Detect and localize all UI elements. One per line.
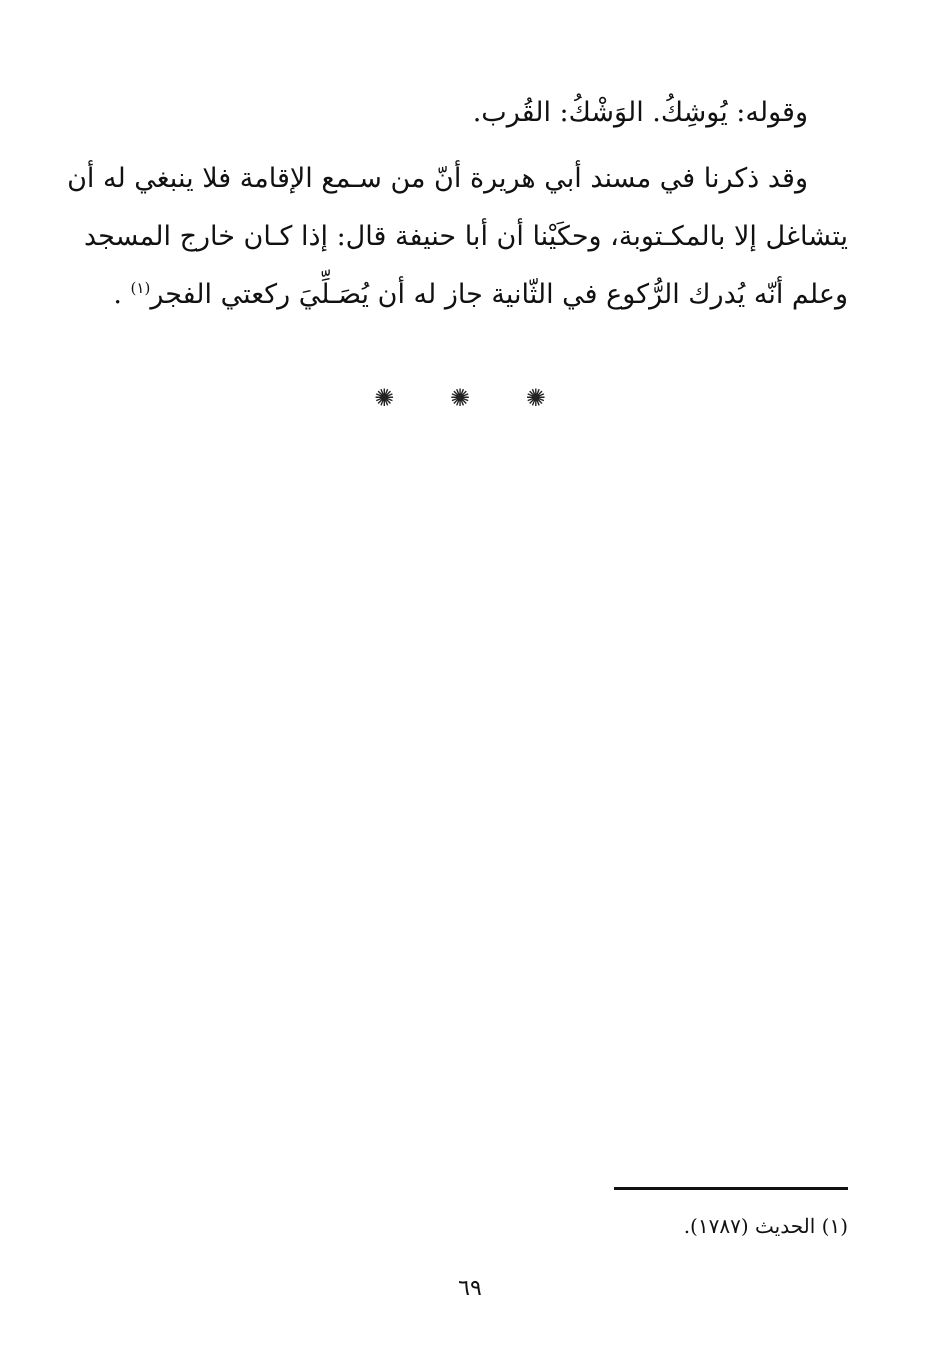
body-line-last: [112, 266, 848, 324]
text-paragraph-2: [67, 150, 848, 324]
page-number: ٦٩: [458, 1276, 482, 1301]
footnote-separator: [614, 1187, 848, 1190]
body-line-text: وعلم أنّه يُدرك الرُّكوع في الثّانية جاز له أن يُصَـلِّيَ ركعتي الفجر: [150, 279, 848, 310]
body-line: وقد ذكرنا في مسند أبي هريرة أنّ من سـمع الإقامة فلا ينبغي له أن: [67, 163, 808, 194]
body-line: وقوله: يُوشِكُ. الوَشْكُ: القُرب.: [472, 97, 808, 128]
flower-ornament-icon: ✺: [449, 384, 491, 412]
flower-ornament-icon: ✺: [525, 384, 566, 412]
body-line: يتشاغل إلا بالمكـتوبة، وحكَيْنا أن أبا حنيفة قال: إذا كـان خارج المسجد: [83, 221, 848, 252]
footnote: (١) الحديث (١٧٨٧).: [683, 1214, 848, 1238]
section-divider-ornaments: [0, 384, 940, 412]
text-paragraph-1: [112, 84, 848, 142]
sentence-end: .: [113, 279, 131, 310]
flower-ornament-icon: ✺: [374, 384, 415, 412]
footnote-reference-marker: (١): [130, 279, 151, 297]
